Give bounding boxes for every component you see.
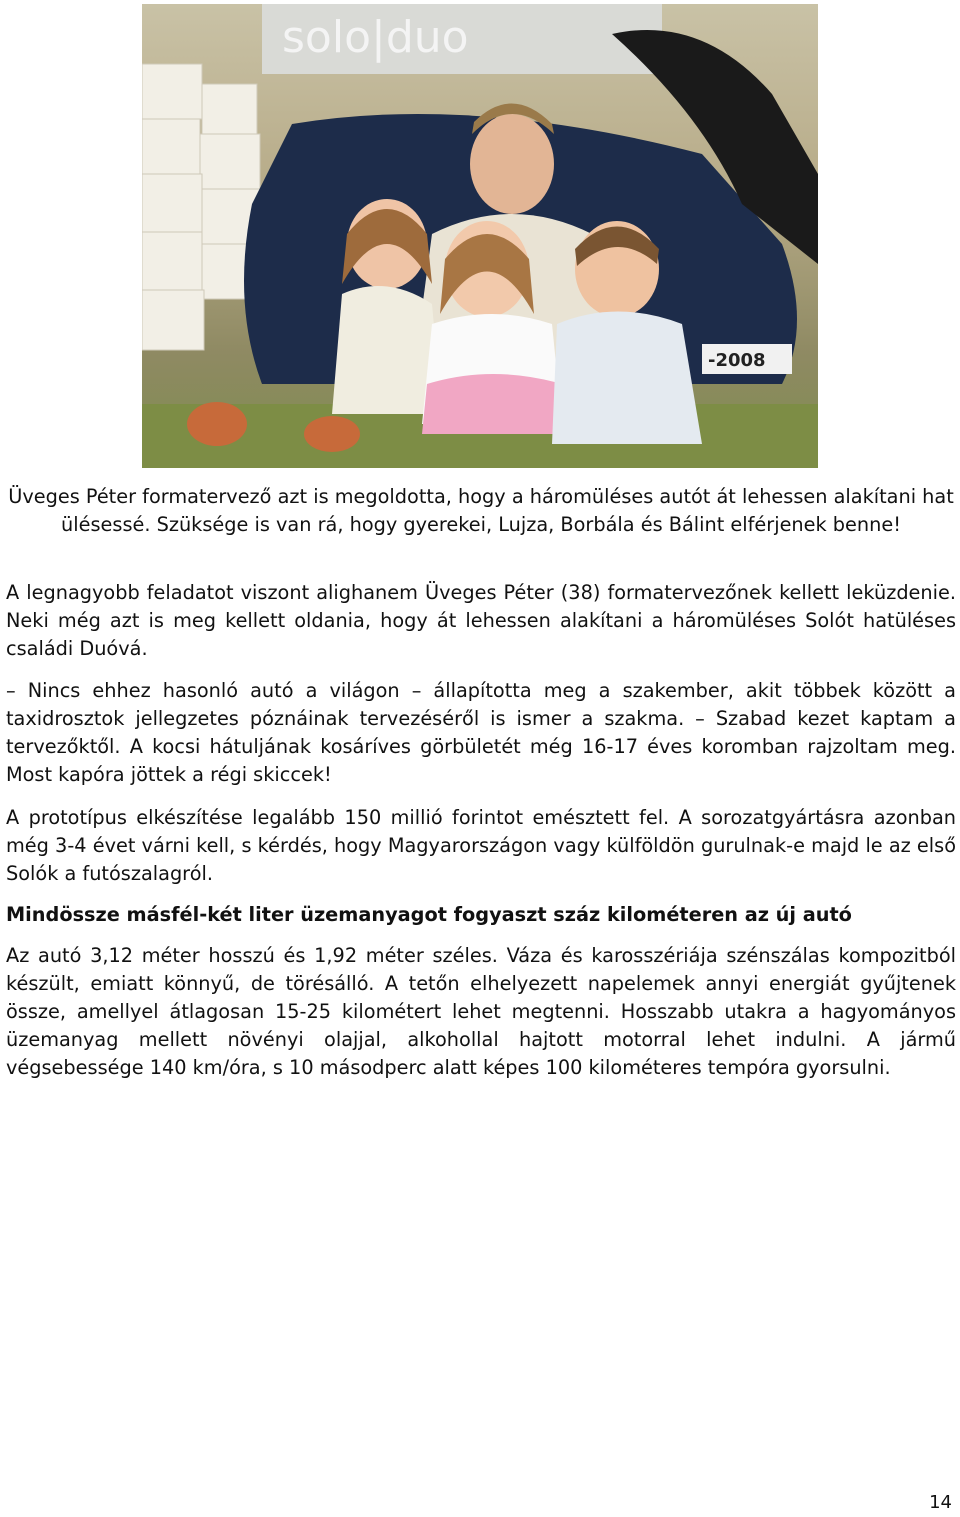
article-paragraph: A legnagyobb feladatot viszont alighanem Üveges Péter (38) formatervezőnek kellett leküzdenie. Neki még azt is meg kellett oldania, hogy át lehessen alakítani a háromüléses Solót hatüléses családi Duóvá. [6, 581, 956, 660]
article-photo [142, 4, 818, 468]
article-paragraph: A prototípus elkészítése legalább 150 millió forintot emésztett fel. A sorozatgyártásra azonban még 3-4 évet várni kell, s kérdés, hogy Magyarországon vagy külföldön gurulnak-e majd le az első Solók a futószalagról. [6, 806, 956, 885]
photo-caption: Üveges Péter formatervező azt is megoldotta, hogy a háromüléses autót át lehessen alakítani hat ülésessé. Szüksége is van rá, hogy gyerekei, Lujza, Borbála és Bálint elférjenek benne! [8, 485, 954, 536]
banner-text: solo|duo [282, 12, 469, 63]
license-plate-text: -2008 [708, 350, 766, 371]
page-number: 14 [929, 1492, 952, 1513]
family-with-car-illustration [142, 4, 818, 468]
section-heading: Mindössze másfél-két liter üzemanyagot fogyaszt száz kilométeren az új autó [6, 903, 852, 926]
article-paragraph: Az autó 3,12 méter hosszú és 1,92 méter széles. Váza és karosszériája szénszálas kompozitból készült, emiatt könnyű, de törésálló. A tetőn elhelyezett napelemek annyi energiát gyűjtenek össze, amellyel átlagosan 15-25 kilométert lehet megtenni. Hosszabb utakra a hagyományos üzemanyag mellett növényi olajjal, alkohollal hajtott motorral lehet indulni. A jármű végsebessége 140 km/óra, s 10 másodperc alatt képes 100 kilométeres tempóra gyorsulni. [6, 944, 956, 1079]
article-paragraph: – Nincs ehhez hasonló autó a világon – állapította meg a szakember, akit többek között a taxidrosztok jellegzetes póznáinak tervezéséről is ismer a szakma. – Szabad kezet kaptam a tervezőktől. A kocsi hátuljának kosáríves görbületét még 16-17 éves koromban rajzoltam meg. Most kapóra jöttek a régi skiccek! [6, 679, 956, 786]
